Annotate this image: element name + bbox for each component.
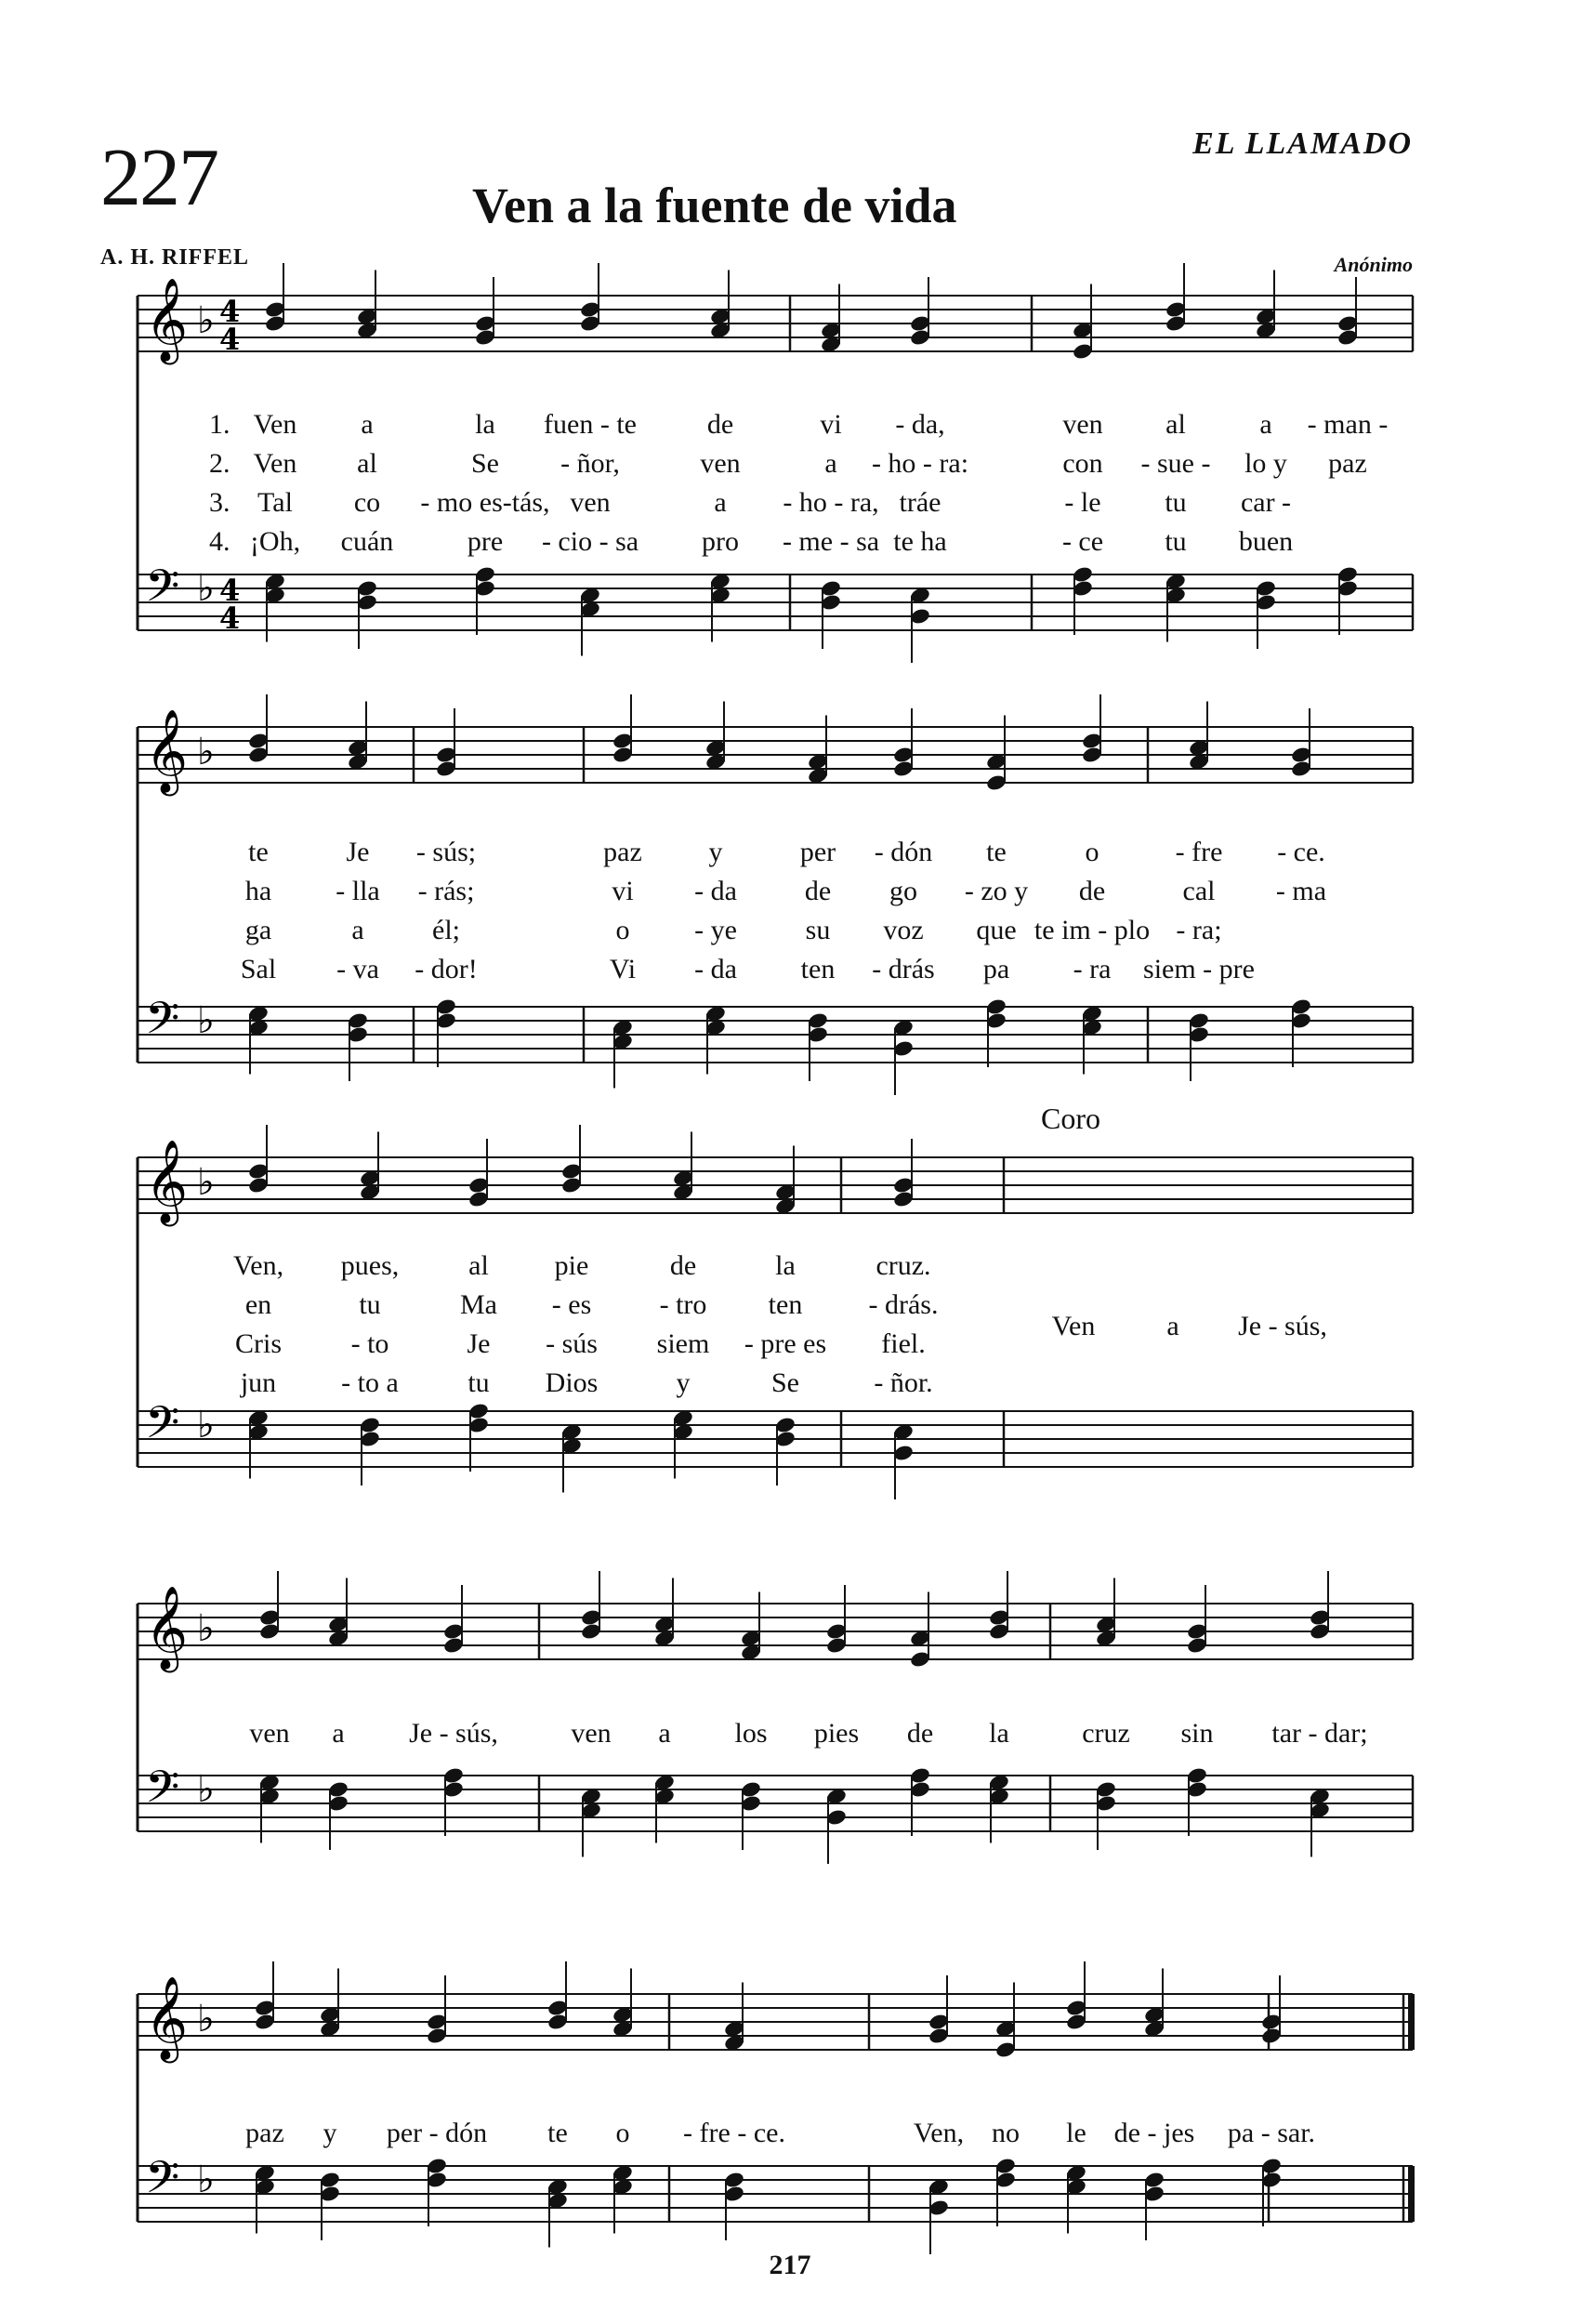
lyric-syllable: Je - sús, <box>409 1718 498 1749</box>
lyric-syllable: ven <box>570 487 611 518</box>
lyric-syllable: pre <box>467 526 504 557</box>
lyric-syllable: Se <box>471 448 499 479</box>
flat-key-signature-icon: ♭ <box>197 1607 215 1650</box>
lyric-syllable: te <box>248 837 269 867</box>
lyric-syllable: y <box>708 837 723 867</box>
lyric-syllable: jun <box>240 1367 277 1398</box>
lyric-syllable: - ma <box>1275 876 1327 906</box>
lyric-syllable: a <box>332 1718 345 1749</box>
lyric-syllable: pro <box>702 526 739 557</box>
lyric-syllable: Cris <box>234 1328 283 1359</box>
treble-clef-icon: 𝄞 <box>145 709 189 793</box>
lyric-syllable: te <box>986 837 1007 867</box>
bass-clef-icon: 𝄢 <box>145 992 180 1055</box>
lyric-syllable: - tro <box>659 1289 707 1320</box>
lyric-syllable: ga <box>244 915 272 945</box>
lyric-syllable: de <box>804 876 832 906</box>
verse-number: 3. <box>209 487 230 518</box>
treble-clef-icon: 𝄞 <box>145 278 189 362</box>
lyric-syllable: Ven <box>253 448 297 479</box>
flat-key-signature-icon: ♭ <box>197 567 215 610</box>
lyric-syllable: - pre es <box>744 1328 827 1359</box>
lyric-syllable: pie <box>554 1250 589 1281</box>
lyric-syllable: go <box>889 876 917 906</box>
flat-key-signature-icon: ♭ <box>197 999 215 1042</box>
lyric-syllable: per <box>799 837 836 867</box>
lyric-syllable: a <box>714 487 727 518</box>
lyric-syllable: Ven <box>253 409 297 440</box>
lyric-syllable: - sús <box>546 1328 598 1359</box>
lyric-syllable: ha <box>244 876 272 906</box>
treble-clef-icon: 𝄞 <box>145 1976 189 2060</box>
lyric-syllable: y <box>323 2118 337 2148</box>
lyric-syllable: Ma <box>460 1289 497 1320</box>
lyric-syllable: - cio - sa <box>541 526 639 557</box>
lyric-syllable: tu <box>1165 487 1187 518</box>
lyric-syllable: per - dón <box>386 2118 488 2148</box>
lyric-syllable: a <box>824 448 837 479</box>
lyric-syllable: de <box>669 1250 697 1281</box>
treble-clef-icon: 𝄞 <box>145 1586 189 1670</box>
lyric-syllable: de - jes <box>1113 2118 1195 2148</box>
lyric-syllable: a <box>351 915 364 945</box>
lyric-syllable: en <box>244 1289 272 1320</box>
bass-clef-icon: 𝄢 <box>145 1761 180 1824</box>
lyric-syllable: fiel. <box>881 1328 926 1359</box>
treble-clef-icon: 𝄞 <box>145 1140 189 1223</box>
flat-key-signature-icon: ♭ <box>197 2159 215 2201</box>
lyric-syllable: - ñor, <box>560 448 620 479</box>
lyric-syllable: los <box>734 1718 768 1749</box>
flat-key-signature-icon: ♭ <box>197 1161 215 1204</box>
lyric-syllable: - es <box>551 1289 592 1320</box>
lyric-syllable: pies <box>813 1718 860 1749</box>
lyric-syllable: al <box>1165 409 1186 440</box>
lyric-syllable: - drás <box>872 954 935 984</box>
lyric-syllable: o <box>615 2118 630 2148</box>
lyric-syllable: tráe <box>899 487 941 518</box>
lyric-syllable: Se <box>771 1367 799 1398</box>
lyric-syllable: - to <box>350 1328 389 1359</box>
lyric-syllable: - dor! <box>415 954 478 984</box>
lyric-syllable: te ha <box>893 526 947 557</box>
lyric-syllable: a <box>1166 1311 1179 1341</box>
lyric-syllable: Ven, <box>913 2118 965 2148</box>
lyric-syllable: de <box>906 1718 934 1749</box>
flat-key-signature-icon: ♭ <box>197 731 215 773</box>
lyric-syllable: - da <box>694 954 737 984</box>
lyric-syllable: Je - sús, <box>1238 1311 1327 1341</box>
lyric-syllable: a <box>1259 409 1272 440</box>
lyric-syllable: cal <box>1182 876 1216 906</box>
lyric-syllable: su <box>805 915 831 945</box>
lyric-syllable: - rás; <box>417 876 475 906</box>
lyric-syllable: a <box>361 409 374 440</box>
verse-number: 1. <box>209 409 230 440</box>
lyric-syllable: - man - <box>1307 409 1389 440</box>
lyric-syllable: voz <box>883 915 924 945</box>
lyric-syllable: tu <box>1165 526 1187 557</box>
lyric-syllable: - da, <box>895 409 945 440</box>
lyric-syllable: sin <box>1180 1718 1214 1749</box>
page-number: 217 <box>769 2250 811 2280</box>
lyric-syllable: tu <box>467 1367 490 1398</box>
lyric-syllable: tu <box>359 1289 381 1320</box>
lyric-syllable: buen <box>1238 526 1294 557</box>
time-signature-icon: 4 <box>219 322 241 357</box>
lyric-syllable: tar - dar; <box>1271 1718 1368 1749</box>
lyric-syllable: o <box>615 915 630 945</box>
lyric-syllable: ¡Oh, <box>249 526 301 557</box>
lyric-syllable: paz <box>1328 448 1367 479</box>
lyric-syllable: ten <box>800 954 836 984</box>
lyric-syllable: pa <box>982 954 1010 984</box>
lyric-syllable: le <box>1066 2118 1086 2148</box>
lyric-syllable: - drás. <box>868 1289 939 1320</box>
lyric-syllable: vi <box>612 876 634 906</box>
lyric-syllable: con <box>1062 448 1103 479</box>
lyric-syllable: paz <box>245 2118 284 2148</box>
section-heading: EL LLAMADO <box>1192 126 1413 161</box>
lyric-syllable: co <box>353 487 381 518</box>
lyric-syllable: cruz. <box>876 1250 931 1281</box>
lyric-syllable: ven <box>700 448 741 479</box>
lyric-syllable: no <box>992 2118 1020 2148</box>
lyric-syllable: - da <box>694 876 737 906</box>
lyric-syllable: - va <box>336 954 379 984</box>
lyric-syllable: Ven, <box>232 1250 284 1281</box>
lyric-syllable: la <box>775 1250 796 1281</box>
lyric-syllable: Dios <box>545 1367 599 1398</box>
chorus-label: Coro <box>1041 1102 1100 1135</box>
lyric-syllable: - sús; <box>415 837 477 867</box>
lyric-syllable: - dón <box>874 837 933 867</box>
lyric-syllable: - ra <box>1073 954 1112 984</box>
time-signature-icon: 4 <box>219 573 241 608</box>
lyric-syllable: o <box>1085 837 1099 867</box>
lyric-syllable: - ho - ra, <box>783 487 879 518</box>
bass-clef-icon: 𝄢 <box>145 1396 180 1459</box>
hymn-title: Ven a la fuente de vida <box>472 178 957 233</box>
verse-number: 4. <box>209 526 230 557</box>
lyric-syllable: lo y <box>1244 448 1287 479</box>
bass-clef-icon: 𝄢 <box>145 560 180 623</box>
lyric-syllable: car - <box>1240 487 1292 518</box>
lyric-syllable: cruz <box>1082 1718 1130 1749</box>
bass-clef-icon: 𝄢 <box>145 2151 180 2214</box>
lyric-syllable: siem - pre <box>1143 954 1255 984</box>
lyric-syllable: y <box>676 1367 691 1398</box>
lyric-syllable: de <box>706 409 734 440</box>
lyric-syllable: - ra; <box>1176 915 1222 945</box>
lyric-syllable: - ce <box>1061 526 1104 557</box>
lyric-syllable: - ñor. <box>874 1367 933 1398</box>
lyric-syllable: cuán <box>340 526 394 557</box>
lyric-syllable: Ven <box>1051 1311 1096 1341</box>
hymn-number: 227 <box>100 133 217 223</box>
lyric-syllable: ven <box>571 1718 612 1749</box>
lyric-syllable: - ye <box>694 915 737 945</box>
lyric-syllable: siem <box>656 1328 710 1359</box>
lyric-syllable: paz <box>603 837 642 867</box>
lyric-syllable: Tal <box>257 487 293 518</box>
lyric-syllable: ten <box>768 1289 803 1320</box>
flat-key-signature-icon: ♭ <box>197 299 215 342</box>
lyric-syllable: Je <box>467 1328 491 1359</box>
lyric-syllable: él; <box>432 915 460 945</box>
lyric-syllable: te <box>547 2118 568 2148</box>
flat-key-signature-icon: ♭ <box>197 1998 215 2040</box>
verse-number: 2. <box>209 448 230 479</box>
lyric-syllable: Vi <box>609 954 637 984</box>
lyric-syllable: - fre <box>1175 837 1223 867</box>
lyric-syllable: al <box>357 448 377 479</box>
lyric-syllable: - ho - ra: <box>871 448 969 479</box>
lyric-syllable: - me - sa <box>782 526 880 557</box>
lyric-syllable: ven <box>249 1718 290 1749</box>
lyric-syllable: la <box>989 1718 1009 1749</box>
flat-key-signature-icon: ♭ <box>197 1404 215 1446</box>
lyric-syllable: - lla <box>336 876 380 906</box>
lyric-syllable: - fre - ce. <box>683 2118 785 2148</box>
lyric-syllable: la <box>475 409 495 440</box>
lyric-syllable: Sal <box>240 954 277 984</box>
time-signature-icon: 4 <box>219 601 241 636</box>
lyric-syllable: te im - plo <box>1034 915 1151 945</box>
lyric-syllable: pa - sar. <box>1227 2118 1316 2148</box>
lyric-syllable: - zo y <box>964 876 1029 906</box>
lyric-syllable: - ce. <box>1277 837 1325 867</box>
lyric-syllable: ven <box>1062 409 1103 440</box>
composer-credit: A. H. RIFFEL <box>100 245 250 270</box>
time-signature-icon: 4 <box>219 294 241 329</box>
lyric-syllable: - sue - <box>1140 448 1211 479</box>
lyric-syllable: a <box>658 1718 671 1749</box>
flat-key-signature-icon: ♭ <box>197 1768 215 1811</box>
lyric-syllable: al <box>468 1250 489 1281</box>
lyric-syllable: pues, <box>340 1250 400 1281</box>
lyric-syllable: - to a <box>341 1367 399 1398</box>
author-credit: Anónimo <box>1334 253 1413 276</box>
lyric-syllable: Je <box>346 837 370 867</box>
lyric-syllable: fuen - te <box>544 409 637 440</box>
lyric-syllable: de <box>1078 876 1106 906</box>
lyric-syllable: - le <box>1064 487 1101 518</box>
lyric-syllable: vi <box>820 409 842 440</box>
lyric-syllable: que <box>976 915 1017 945</box>
lyric-syllable: - mo es-tás, <box>420 487 550 518</box>
